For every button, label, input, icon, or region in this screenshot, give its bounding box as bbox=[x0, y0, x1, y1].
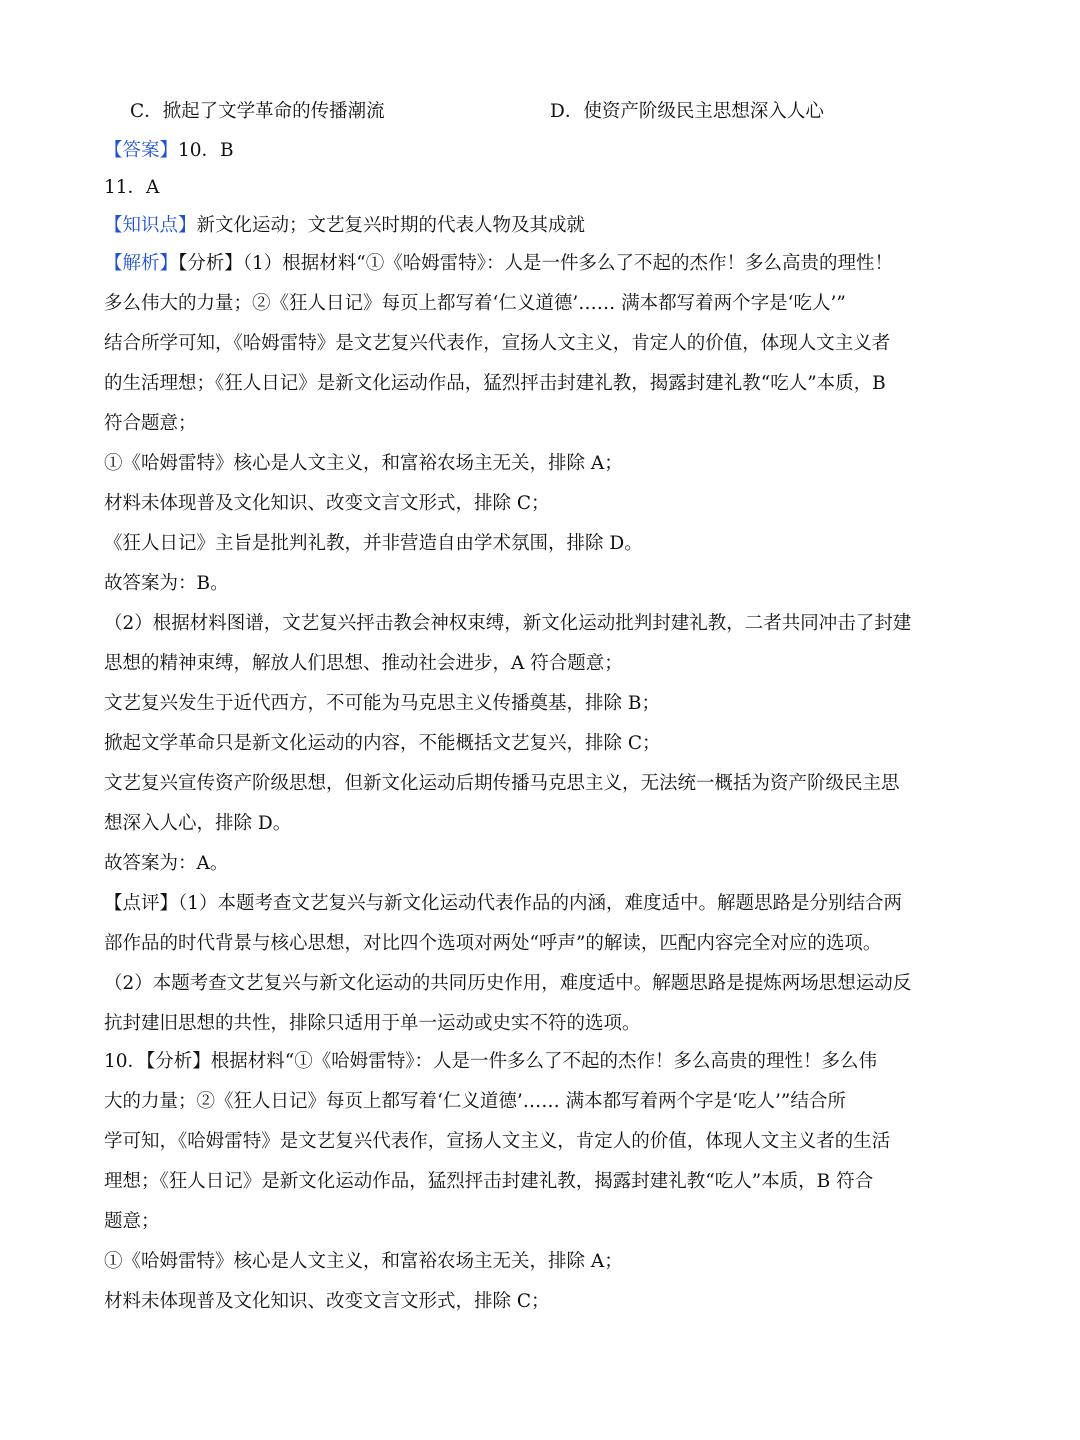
answer-tag: 【答案】 bbox=[104, 140, 179, 161]
analysis-line: 故答案为：B。 bbox=[104, 573, 229, 594]
tail-line: 10．【分析】根据材料“①《哈姆雷特》：人是一件多么了不起的杰作！多么高贵的理性！多么伟 bbox=[104, 1051, 878, 1072]
analysis-line: 符合题意； bbox=[104, 413, 197, 434]
analysis-line: 材料未体现普及文化知识、改变文言文形式，排除 C； bbox=[104, 493, 550, 514]
analysis-line: 想深入人心，排除 D。 bbox=[104, 813, 292, 834]
analysis-line: 掀起文学革命只是新文化运动的内容，不能概括文艺复兴，排除 C； bbox=[104, 733, 661, 754]
analysis-line: ①《哈姆雷特》核心是人文主义，和富裕农场主无关，排除 A； bbox=[104, 453, 623, 474]
tail-line: 材料未体现普及文化知识、改变文言文形式，排除 C； bbox=[104, 1291, 550, 1312]
answer-11: 11．A bbox=[104, 177, 160, 198]
review-line: 抗封建旧思想的共性，排除只适用于单一运动或史实不符的选项。 bbox=[104, 1013, 641, 1034]
knowledge-tag: 【知识点】 bbox=[104, 215, 197, 236]
analysis-line: 《狂人日记》主旨是批判礼教，并非营造自由学术氛围，排除 D。 bbox=[104, 533, 643, 554]
tail-line: 理想；《狂人日记》是新文化运动作品，猛烈抨击封建礼教，揭露封建礼教“吃人”本质，B 符合 bbox=[104, 1171, 874, 1192]
answer-10: 10．B bbox=[178, 140, 234, 161]
analysis-line: 的生活理想；《狂人日记》是新文化运动作品，猛烈抨击封建礼教，揭露封建礼教“吃人”本质，B bbox=[104, 373, 886, 394]
knowledge-line bbox=[104, 213, 984, 239]
analysis-line bbox=[104, 251, 984, 277]
analysis-tag: 【解析】 bbox=[104, 253, 179, 274]
option-c: C．掀起了文学革命的传播潮流 bbox=[130, 101, 385, 122]
analysis-line: 故答案为：A。 bbox=[104, 853, 229, 874]
tail-line: 学可知，《哈姆雷特》是文艺复兴代表作，宣扬人文主义，肯定人的价值，体现人文主义者的生活 bbox=[104, 1131, 891, 1152]
option-d: D．使资产阶级民主思想深入人心 bbox=[550, 101, 824, 122]
analysis-line: 文艺复兴发生于近代西方，不可能为马克思主义传播奠基，排除 B； bbox=[104, 693, 660, 714]
analysis-line: 多么伟大的力量；②《狂人日记》每页上都写着‘仁义道德’…… 满本都写着两个字是‘吃人’” bbox=[104, 293, 846, 314]
tail-line: ①《哈姆雷特》核心是人文主义，和富裕农场主无关，排除 A； bbox=[104, 1251, 623, 1272]
analysis-line: 文艺复兴宣传资产阶级思想，但新文化运动后期传播马克思主义，无法统一概括为资产阶级民主思 bbox=[104, 773, 900, 794]
tail-line: 题意； bbox=[104, 1211, 160, 1232]
review-line: （2）本题考查文艺复兴与新文化运动的共同历史作用，难度适中。解题思路是提炼两场思想运动反 bbox=[104, 973, 912, 994]
review-line: 【点评】（1）本题考查文艺复兴与新文化运动代表作品的内涵，难度适中。解题思路是分别结合两 bbox=[104, 893, 903, 914]
answer-line bbox=[104, 138, 984, 164]
review-line: 部作品的时代背景与核心思想，对比四个选项对两处“呼声”的解读，匹配内容完全对应的选项。 bbox=[104, 933, 882, 954]
analysis-line: 结合所学可知，《哈姆雷特》是文艺复兴代表作，宣扬人文主义，肯定人的价值，体现人文主义者 bbox=[104, 333, 891, 354]
knowledge-text: 新文化运动；文艺复兴时期的代表人物及其成就 bbox=[196, 215, 586, 236]
analysis-line: 思想的精神束缚，解放人们思想、推动社会进步，A 符合题意； bbox=[104, 653, 623, 674]
analysis-text: 【分析】（1）根据材料“①《哈姆雷特》：人是一件多么了不起的杰作！多么高贵的理性！ bbox=[178, 253, 893, 274]
analysis-line: （2）根据材料图谱，文艺复兴抨击教会神权束缚，新文化运动批判封建礼教，二者共同冲击了封建 bbox=[104, 613, 912, 634]
tail-line: 大的力量；②《狂人日记》每页上都写着‘仁义道德’…… 满本都写着两个字是‘吃人’”结合所 bbox=[104, 1091, 846, 1112]
